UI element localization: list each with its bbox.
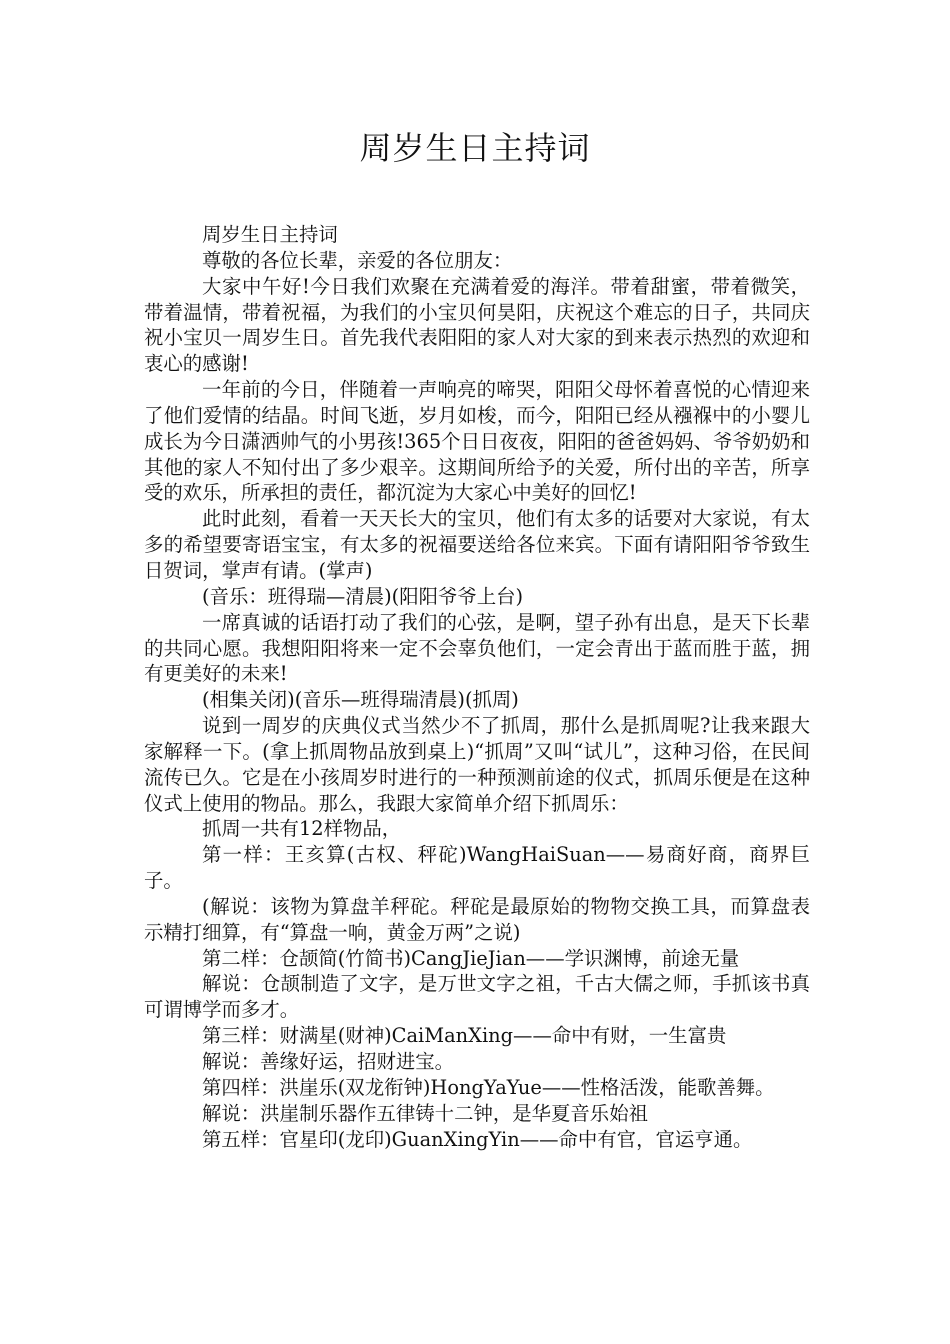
paragraph: 第一样：王亥算(古权、秤砣)WangHaiSuan——易商好商，商界巨子。: [144, 843, 810, 893]
paragraph: 周岁生日主持词: [202, 223, 338, 246]
paragraph: 第五样：官星印(龙印)GuanXingYin——命中有官，官运亨通。: [202, 1127, 753, 1151]
paragraph: 解说：仓颉制造了文字，是万世文字之祖，千古大儒之师，手抓该书真可谓博学而多才。: [144, 972, 810, 1022]
paragraph: 解说：洪崖制乐器作五律铸十二钟，是华夏音乐始祖: [202, 1101, 648, 1125]
paragraph: 一年前的今日，伴随着一声响亮的啼哭，阳阳父母怀着喜悦的心情迎来了他们爱情的结晶。时间飞逝，岁月如梭，而今，阳阳已经从襁褓中的小婴儿成长为今日潇洒帅气的小男孩!365个日日夜夜，阳阳的爸爸妈妈、爷爷奶奶和其他的家人不知付出了多少艰辛。这期间所给予的关爱，所付出的辛苦，所享受的欢乐，所承担的责任，都沉淀为大家心中美好的回忆!: [144, 378, 810, 505]
paragraph: (音乐：班得瑞—清晨)(阳阳爷爷上台): [202, 584, 524, 608]
paragraph: 第二样：仓颉简(竹简书)CangJieJian——学识渊博，前途无量: [202, 946, 740, 970]
paragraph: 第四样：洪崖乐(双龙衔钟)HongYaYue——性格活泼，能歌善舞。: [202, 1075, 775, 1099]
document-body: [144, 222, 810, 1152]
paragraph: (相集关闭)(音乐—班得瑞清晨)(抓周): [202, 688, 519, 712]
paragraph: (解说：该物为算盘羊秤砣。秤砣是最原始的物物交换工具，而算盘表示精打细算，有“算盘一响，黄金万两”之说): [144, 894, 810, 944]
paragraph: 大家中午好!今日我们欢聚在充满着爱的海洋。带着甜蜜，带着微笑，带着温情，带着祝福，为我们的小宝贝何昊阳，庆祝这个难忘的日子，共同庆祝小宝贝一周岁生日。首先我代表阳阳的家人对大家的到来表示热烈的欢迎和衷心的感谢!: [144, 274, 810, 376]
paragraph: 解说：善缘好运，招财进宝。: [202, 1050, 455, 1073]
document-title: 周岁生日主持词: [359, 129, 591, 167]
paragraph: 此时此刻，看着一天天长大的宝贝，他们有太多的话要对大家说，有太多的希望要寄语宝宝，有太多的祝福要送给各位来宾。下面有请阳阳爷爷致生日贺词，掌声有请。(掌声): [144, 507, 810, 582]
paragraph: 尊敬的各位长辈，亲爱的各位朋友：: [202, 248, 513, 272]
paragraph: 一席真诚的话语打动了我们的心弦，是啊，望子孙有出息，是天下长辈的共同心愿。我想阳阳将来一定不会辜负他们，一定会青出于蓝而胜于蓝，拥有更美好的未来!: [144, 610, 810, 686]
paragraph: 抓周一共有12样物品，: [202, 817, 402, 841]
paragraph: 第三样：财满星(财神)CaiManXing——命中有财，一生富贵: [202, 1024, 727, 1048]
paragraph: 说到一周岁的庆典仪式当然少不了抓周，那什么是抓周呢?让我来跟大家解释一下。(拿上抓周物品放到桌上)“抓周”又叫“试儿”，这种习俗，在民间流传已久。它是在小孩周岁时进行的一种预测前途的仪式，抓周乐便是在这种仪式上使用的物品。那么，我跟大家简单介绍下抓周乐：: [144, 714, 810, 815]
